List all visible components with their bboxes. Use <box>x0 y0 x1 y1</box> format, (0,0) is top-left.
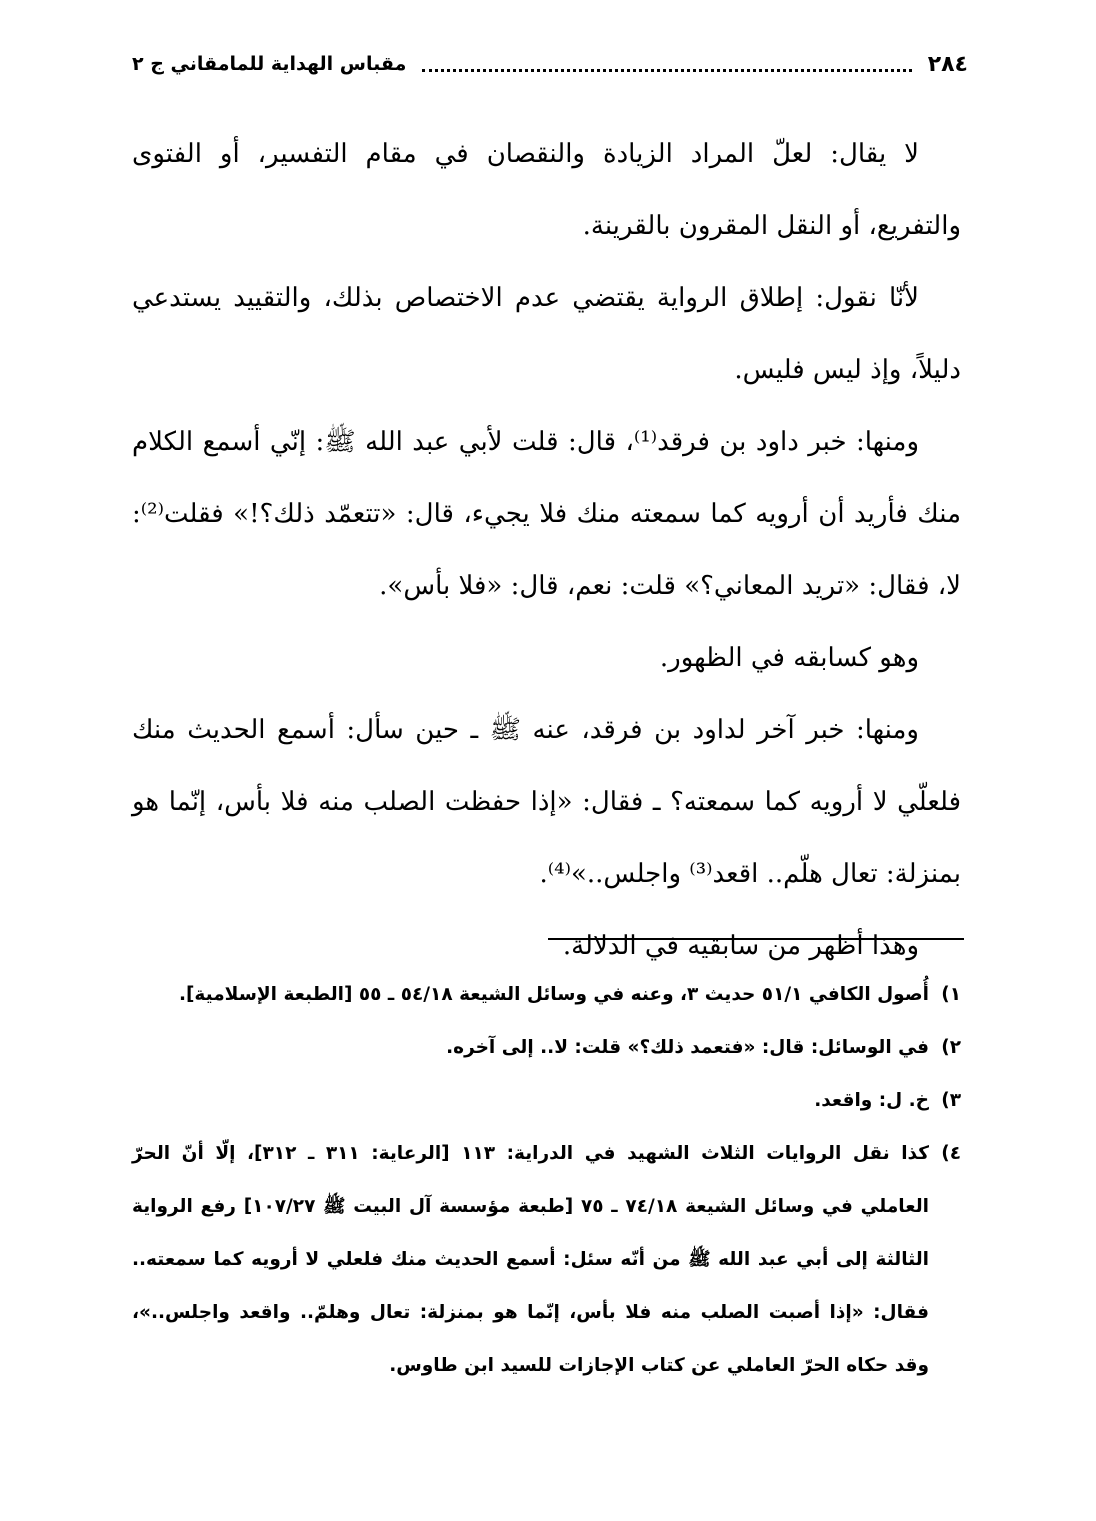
paragraph: لا يقال: لعلّ المراد الزيادة والنقصان في مقام التفسير، أو الفتوى والتفريع، أو النقل المقرون بالقرينة. <box>132 139 961 241</box>
footnote-separator <box>548 938 964 940</box>
paragraph: وهو كسابقه في الظهور. <box>659 643 919 673</box>
page-header <box>132 45 968 83</box>
paragraph: ومنها: خبر آخر لداود بن فرقد، عنه ﷺ ـ حين سأل: أسمع الحديث منك فلعلّي لا أرويه كما سمعته؟ ـ فقال: «إذا حفظت الصلب منه فلا بأس، إنّما هو بمنزلة: تعال هلّم.. اقعد⁽³⁾ واجلس..»⁽⁴⁾. <box>132 715 961 889</box>
footnote-number: ١) <box>941 984 961 1005</box>
footnote-number: ٢) <box>941 1037 961 1058</box>
footnote <box>132 1021 961 1074</box>
footnote <box>132 1074 961 1127</box>
page-number: ٢٨٤ <box>927 51 968 77</box>
paragraph: ومنها: خبر داود بن فرقد⁽¹⁾، قال: قلت لأبي عبد الله ﷺ: إنّي أسمع الكلام منك فأريد أن أرويه كما سمعته منك فلا يجيء، قال: «تتعمّد ذلك؟!» فقلت⁽²⁾: لا، فقال: «تريد المعاني؟» قلت: نعم، قال: «فلا بأس». <box>132 427 961 601</box>
header-dotted-leader <box>422 57 911 72</box>
paragraph: وهذا أظهر من سابقيه في الدلالة. <box>562 931 919 961</box>
footnote-text: خ. ل: واقعد. <box>814 1090 929 1111</box>
footnote-number: ٤) <box>941 1143 961 1164</box>
footnote-text: كذا نقل الروايات الثلاث الشهيد في الدراية: ١١٣ [الرعاية: ٣١١ ـ ٣١٢]، إلّا أنّ الحرّ العاملي في وسائل الشيعة ٧٤/١٨ ـ ٧٥ [طبعة مؤسسة آل البيت ﷺ ١٠٧/٢٧] رفع الرواية الثالثة إلى أبي عبد الله ﷺ من أنّه سئل: أسمع الحديث منك فلعلي لا أرويه كما سمعته.. فقال: «إذا أصبت الصلب منه فلا بأس، إنّما هو بمنزلة: تعال وهلمّ.. واقعد واجلس..»، وقد حكاه الحرّ العاملي عن كتاب الإجازات للسيد ابن طاوس. <box>132 1143 929 1376</box>
footnote-text: أُصول الكافي ٥١/١ حديث ٣، وعنه في وسائل الشيعة ٥٤/١٨ ـ ٥٥ [الطبعة الإسلامية]. <box>178 984 929 1005</box>
footnote-text: في الوسائل: قال: «فتعمد ذلك؟» قلت: لا.. إلى آخره. <box>446 1037 929 1058</box>
paragraph: لأنّا نقول: إطلاق الرواية يقتضي عدم الاختصاص بذلك، والتقييد يستدعي دليلاً، وإذ ليس فليس. <box>132 283 961 385</box>
main-text <box>132 118 961 982</box>
footnote <box>132 1127 961 1392</box>
footnote-number: ٣) <box>941 1090 961 1111</box>
running-title: مقباس الهداية للمامقاني ج ٢ <box>132 53 407 75</box>
footnote <box>132 968 961 1021</box>
footnotes <box>132 968 961 1392</box>
